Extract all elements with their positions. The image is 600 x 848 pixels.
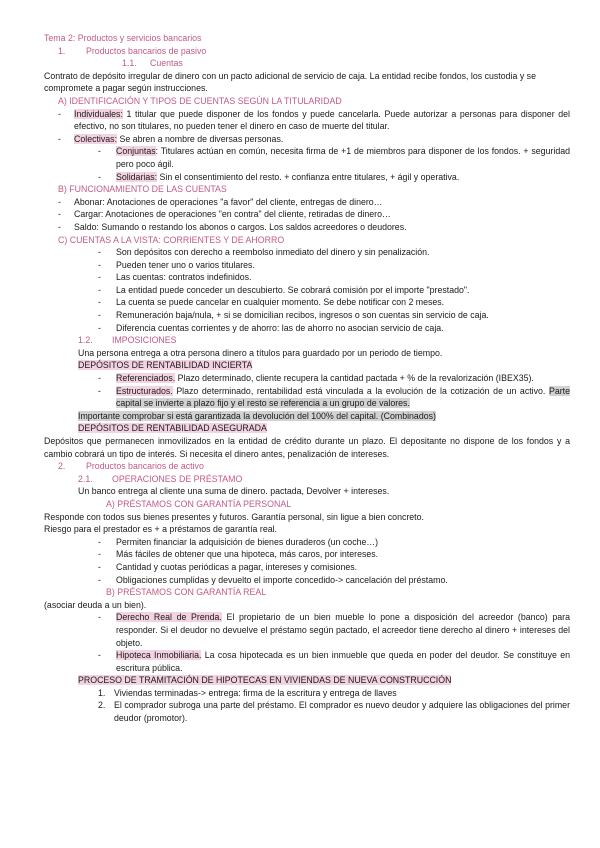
list-item: - Pueden tener uno o varios titulares. [98,259,255,270]
list-item: - La cuenta se puede cancelar en cualquier momento. Se debe notificar con 2 meses. [98,297,445,308]
term-hipoteca: Hipoteca Inmobiliaria. [116,650,202,661]
list-item: - Más fáciles de obtener que una hipoteca, más caros, por intereses. [98,549,379,560]
section-1-2-heading: 1.2. IMPOSICIONES [78,335,177,346]
section-2-heading: 2. Productos bancarios de activo [58,461,204,472]
section-1-1-intro: Contrato de depósito irregular de dinero con un pacto adicional de servicio de caja. La entidad recibe fondos, los custodia y se compromete a pagar según instrucciones. [44,70,536,94]
section-1-1-heading: 1.1. Cuentas [122,58,183,69]
garantia-personal-line: Riesgo para el prestador es + a préstamos de garantía real. [44,524,278,535]
asociar-deuda-note: (asociar deuda a un bien). [44,599,147,610]
document-title: Tema 2: Productos y servicios bancarios [44,33,202,43]
list-item-individuales: - Individuales: 1 titular que puede disponer de los fondos y puede cancelarla. Puede autorizar a personas para disponer del efectivo, no son titulares, no pueden tener el dinero en caso de muerte del titular. [58,108,570,132]
numbered-item: 1. Viviendas terminadas-> entrega: firma de la escritura y entrega de llaves [98,687,397,698]
list-item: - Saldo: Sumando o restando los abonos o cargos. Los saldos acreedores o deudores. [58,221,407,232]
term-derecho-real: Derecho Real de Prenda. [116,612,222,623]
list-item-colectivas: - Colectivas: Se abren a nombre de diversas personas. [58,133,284,144]
rentabilidad-asegurada-text: Depósitos que permanecen inmovilizados en la entidad de crédito durante un plazo. El depositante no dispone de los fondos y a cambio cobrará un tipo de interés. Si necesita el dinero antes, penalización de intereses. [44,436,570,459]
list-item-estructurados: - Estructurados. Plazo determinado, rentabilidad está vinculada a la evolución de la cotización de un activo. Parte capital se invierte a plazo fijo y el resto se referencia a un grupo de valores. [98,385,570,409]
numbered-item: 2. El comprador subroga una parte del préstamo. El comprador es nuevo deudor y adquiere las obligaciones del primer deudor (promotor). [98,700,570,724]
subsection-c-heading: C) CUENTAS A LA VISTA: CORRIENTES Y DE AHORRO [58,234,285,245]
list-item-derecho-real: - Derecho Real de Prenda. El propietario de un bien mueble lo pone a disposición del acreedor (banco) para responder. Si el deudor no devuelve el préstamo según pactado, el acreedor tiene derecho al dinero + intereses del objeto. [98,612,570,648]
subsection-b-heading: B) FUNCIONAMIENTO DE LAS CUENTAS [58,184,227,195]
section-1-2-text: Una persona entrega a otra persona dinero a títulos para guardado por un periodo de tiempo. [78,347,443,358]
term-solidarias: Solidarias: [116,171,158,182]
list-item-referenciados: - Referenciados. Plazo determinado, cliente recupera la cantidad pactada + % de la revalorización (IBEX35). [98,373,534,384]
section-2-1-heading: 2.1. OPERACIONES DE PRÉSTAMO [78,473,243,484]
term-colectivas: Colectivas: [74,133,118,144]
term-estructurados: Estructurados. [116,385,173,396]
list-item: - Abonar: Anotaciones de operaciones "a favor" del cliente, entregas de dinero… [58,196,383,207]
list-item-hipoteca: - Hipoteca Inmobiliaria. La cosa hipotecada es un bien inmueble que queda en poder del deudor. Se constituye en escritura pública. [98,650,570,673]
section-2-1-text: Un banco entrega al cliente una suma de dinero. pactada, Devolver + intereses. [78,486,390,497]
list-item: - Remuneración baja/nula, + si se domicilian recibos, ingresos o son cuentas sin servicio de caja. [98,310,489,321]
term-conjuntas: Conjuntas [116,146,156,157]
list-item: - Obligaciones cumplidas y devuelto el importe concedido-> cancelación del préstamo. [98,574,448,585]
list-item: - Cantidad y cuotas periódicas a pagar, intereses y comisiones. [98,561,358,572]
list-item: - Son depósitos con derecho a reembolso inmediato del dinero y sin penalización. [98,247,430,258]
heading-rentabilidad-incierta: DEPÓSITOS DE RENTABILIDAD INCIERTA [78,360,253,371]
garantia-personal-line: Responde con todos sus bienes presentes y futuros. Garantía personal, sin ligue a bien concreto. [44,511,424,522]
list-item: - Cargar: Anotaciones de operaciones "en contra" del cliente, retiradas de dinero… [58,209,391,220]
term-referenciados: Referenciados. [116,373,176,384]
subsection-2b-heading: B) PRÉSTAMOS CON GARANTÍA REAL [106,587,267,598]
heading-rentabilidad-asegurada: DEPÓSITOS DE RENTABILIDAD ASEGURADA [78,423,267,434]
list-item: - Diferencia cuentas corrientes y de ahorro: las de ahorro no asocian servicio de caja. [98,322,444,333]
section-1-heading: 1. Productos bancarios de pasivo [58,45,207,56]
highlight-parte-capital: Parte capital se invierte a plazo fijo y el resto se referencia a un grupo de valores. [116,385,570,409]
subsection-2a-heading: A) PRÉSTAMOS CON GARANTÍA PERSONAL [106,498,292,509]
important-note: Importante comprobar si está garantizada la devolución del 100% del capital. (Combinados) [78,410,436,421]
list-item-solidarias: - Solidarias: Sin el consentimiento del resto. + confianza entre titulares, + ágil y operativa. [98,171,460,182]
term-individuales: Individuales: [74,108,123,119]
list-item: - Las cuentas: contratos indefinidos. [98,272,252,283]
list-item-conjuntas: - Conjuntas: Titulares actúan en común, necesita firma de +1 de miembros para disponer de los fondos. + seguridad pero poco ágil. [98,146,570,169]
heading-proceso-hipotecas: PROCESO DE TRAMITACIÓN DE HIPOTECAS EN VIVIENDAS DE NUEVA CONSTRUCCIÓN [78,675,452,686]
list-item: - Permiten financiar la adquisición de bienes duraderos (un coche…) [98,536,379,547]
list-item: - La entidad puede conceder un descubierto. Se cobrará comisión por el importe "prestado". [98,284,470,295]
subsection-a-heading: A) IDENTIFICACIÓN Y TIPOS DE CUENTAS SEGÚN LA TITULARIDAD [58,95,342,106]
